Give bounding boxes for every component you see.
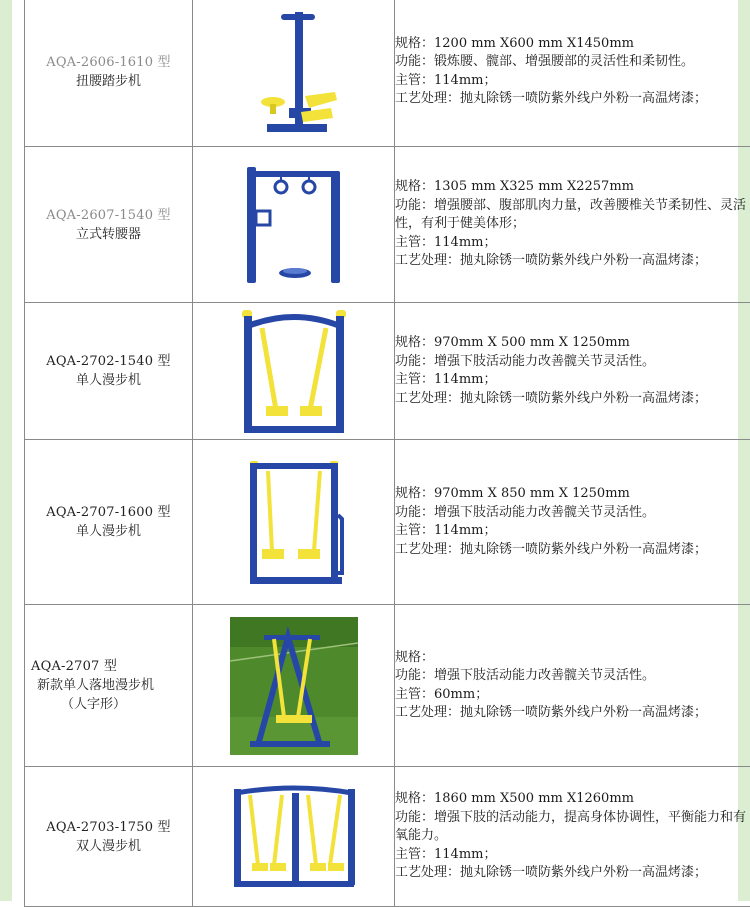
model-note: （人字形） <box>31 695 192 714</box>
product-image-cell <box>193 440 395 605</box>
model-name: 双人漫步机 <box>25 837 192 856</box>
single-walker-image <box>236 306 352 436</box>
model-name: 扭腰踏步机 <box>25 72 192 91</box>
table-row <box>25 303 750 440</box>
spec-process: 工艺处理：抛丸除锈一喷防紫外线户外粉一高温烤漆； <box>395 541 750 560</box>
table-row <box>25 767 750 907</box>
spec-cell <box>395 0 750 147</box>
model-code: AQA-2606-1610 型 <box>25 53 192 72</box>
model-name: 单人漫步机 <box>25 371 192 390</box>
spec-function: 功能：锻炼腰、髋部、增强腰部的灵活性和柔韧性。 <box>395 53 750 72</box>
model-code: AQA-2707 型 <box>31 657 192 676</box>
spec-size: 规格：970mm X 850 mm X 1250mm <box>395 485 750 504</box>
twist-stepper-image <box>239 8 349 136</box>
spec-pipe: 主管：114mm； <box>395 371 750 390</box>
table-row <box>25 605 750 767</box>
product-image-cell <box>193 767 395 907</box>
model-name: 单人漫步机 <box>25 522 192 541</box>
equipment-catalog-table <box>24 0 750 907</box>
model-code: AQA-2702-1540 型 <box>25 352 192 371</box>
spec-process: 工艺处理：抛丸除锈一喷防紫外线户外粉一高温烤漆； <box>395 90 750 109</box>
spec-cell <box>395 147 750 303</box>
spec-function: 功能：增强腰部、腹部肌肉力量，改善腰椎关节柔韧性、灵活性，有利于健美体形； <box>395 197 750 234</box>
spec-pipe: 主管：114mm； <box>395 846 750 865</box>
table-row <box>25 440 750 605</box>
spec-size: 规格：1305 mm X325 mm X2257mm <box>395 178 750 197</box>
model-code: AQA-2607-1540 型 <box>25 206 192 225</box>
model-cell <box>25 0 193 147</box>
spec-size: 规格： <box>395 649 750 668</box>
spec-function: 功能：增强下肢的活动能力，提高身体协调性，平衡能力和有氧能力。 <box>395 809 750 846</box>
spec-function: 功能：增强下肢活动能力改善髋关节灵活性。 <box>395 504 750 523</box>
model-code: AQA-2703-1750 型 <box>25 818 192 837</box>
spec-size: 规格：970mm X 500 mm X 1250mm <box>395 334 750 353</box>
spec-size: 规格：1200 mm X600 mm X1450mm <box>395 35 750 54</box>
model-name: 新款单人落地漫步机 <box>31 676 192 695</box>
single-walker-grass-image <box>230 617 358 755</box>
spec-pipe: 主管：114mm； <box>395 522 750 541</box>
spec-size: 规格：1860 mm X500 mm X1260mm <box>395 790 750 809</box>
model-cell <box>25 605 193 767</box>
spec-pipe: 主管：114mm； <box>395 234 750 253</box>
table-row <box>25 147 750 303</box>
model-cell <box>25 303 193 440</box>
model-code: AQA-2707-1600 型 <box>25 503 192 522</box>
model-cell <box>25 147 193 303</box>
model-cell <box>25 440 193 605</box>
double-walker-image <box>230 785 358 889</box>
spec-function: 功能：增强下肢活动能力改善髋关节灵活性。 <box>395 353 750 372</box>
spec-process: 工艺处理：抛丸除锈一喷防紫外线户外粉一高温烤漆； <box>395 390 750 409</box>
model-name: 立式转腰器 <box>25 225 192 244</box>
spec-cell <box>395 440 750 605</box>
spec-cell <box>395 303 750 440</box>
table-row <box>25 0 750 147</box>
product-image-cell <box>193 147 395 303</box>
spec-pipe: 主管：114mm； <box>395 72 750 91</box>
product-image-cell <box>193 605 395 767</box>
spec-pipe: 主管：60mm； <box>395 686 750 705</box>
spec-cell <box>395 605 750 767</box>
spec-process: 工艺处理：抛丸除锈一喷防紫外线户外粉一高温烤漆； <box>395 704 750 723</box>
single-walker-base-image <box>242 455 346 589</box>
spec-process: 工艺处理：抛丸除锈一喷防紫外线户外粉一高温烤漆； <box>395 252 750 271</box>
spec-process: 工艺处理：抛丸除锈一喷防紫外线户外粉一高温烤漆； <box>395 864 750 883</box>
spec-function: 功能：增强下肢活动能力改善髋关节灵活性。 <box>395 667 750 686</box>
product-image-cell <box>193 303 395 440</box>
standing-waist-twister-image <box>239 161 349 289</box>
model-cell <box>25 767 193 907</box>
spec-cell <box>395 767 750 907</box>
product-image-cell <box>193 0 395 147</box>
